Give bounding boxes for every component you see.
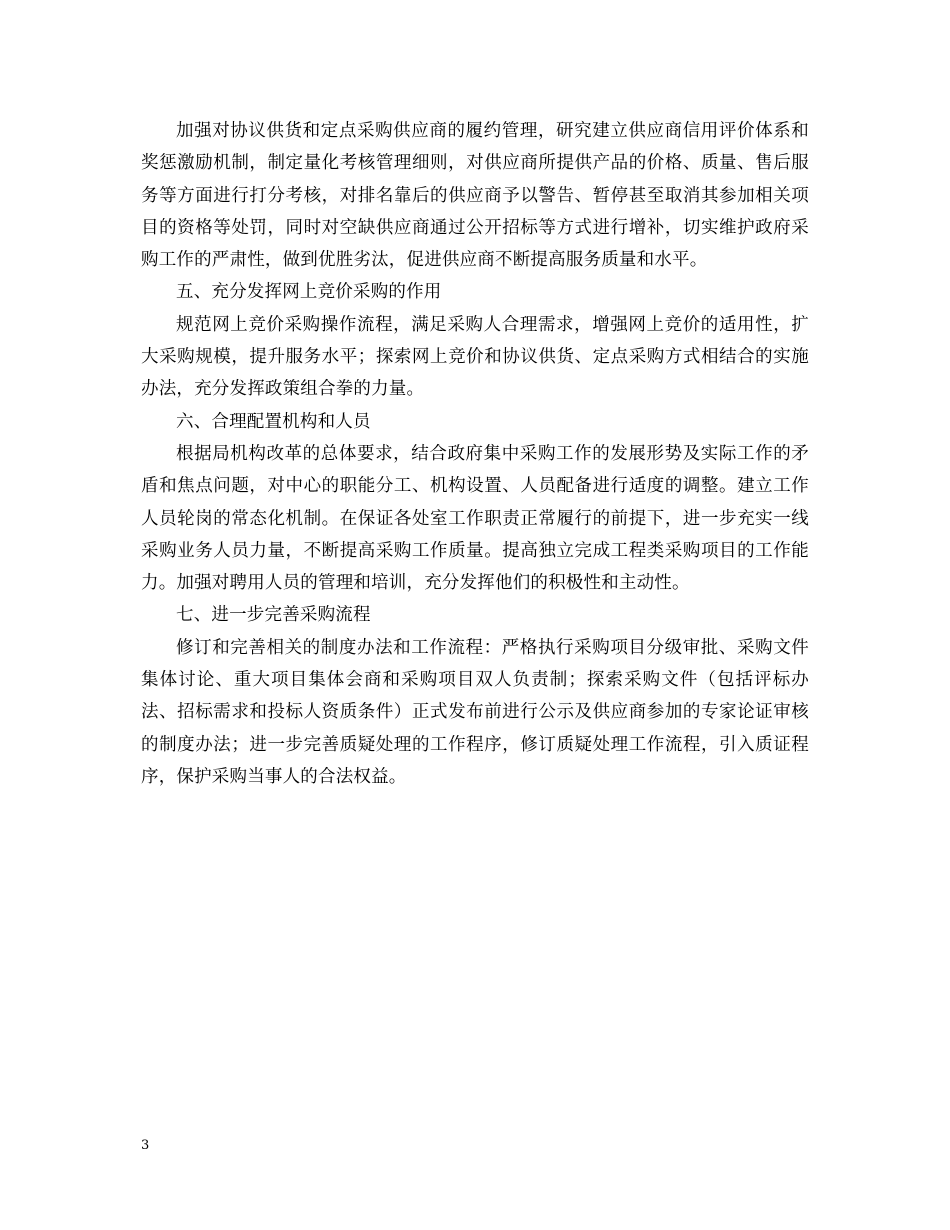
section-heading-7: 七、进一步完善采购流程 <box>176 605 371 626</box>
paragraph-procurement-process: 修订和完善相关的制度办法和工作流程：严格执行采购项目分级审批、采购文件集体讨论、重大项目集体会商和采购项目双人负责制；探索采购文件（包括评标办法、招标需求和投标人资质条件）正式发布前进行公示及供应商参加的专家论证审核的制度办法；进一步完善质疑处理的工作程序，修订质疑处理工作流程，引入质证程序，保护采购当事人的合法权益。 <box>141 637 809 787</box>
section-heading-5: 五、充分发挥网上竞价采购的作用 <box>176 282 442 303</box>
document-body <box>141 115 809 793</box>
paragraph-supplier-performance: 加强对协议供货和定点采购供应商的履约管理，研究建立供应商信用评价体系和奖惩激励机制，制定量化考核管理细则，对供应商所提供产品的价格、质量、售后服务等方面进行打分考核，对排名靠后的供应商予以警告、暂停甚至取消其参加相关项目的资格等处罚，同时对空缺供应商通过公开招标等方式进行增补，切实维护政府采购工作的严肃性，做到优胜劣汰，促进供应商不断提高服务质量和水平。 <box>141 121 809 271</box>
paragraph-online-bidding: 规范网上竞价采购操作流程，满足采购人合理需求，增强网上竞价的适用性，扩大采购规模，提升服务水平；探索网上竞价和协议供货、定点采购方式相结合的实施办法，充分发挥政策组合拳的力量。 <box>141 314 809 400</box>
section-heading-6: 六、合理配置机构和人员 <box>176 411 371 432</box>
paragraph-organization-staff: 根据局机构改革的总体要求，结合政府集中采购工作的发展形势及实际工作的矛盾和焦点问题，对中心的职能分工、机构设置、人员配备进行适度的调整。建立工作人员轮岗的常态化机制。在保证各处室工作职责正常履行的前提下，进一步充实一线采购业务人员力量，不断提高采购工作质量。提高独立完成工程类采购项目的工作能力。加强对聘用人员的管理和培训，充分发挥他们的积极性和主动性。 <box>141 443 809 594</box>
page-number: 3 <box>141 1138 150 1153</box>
